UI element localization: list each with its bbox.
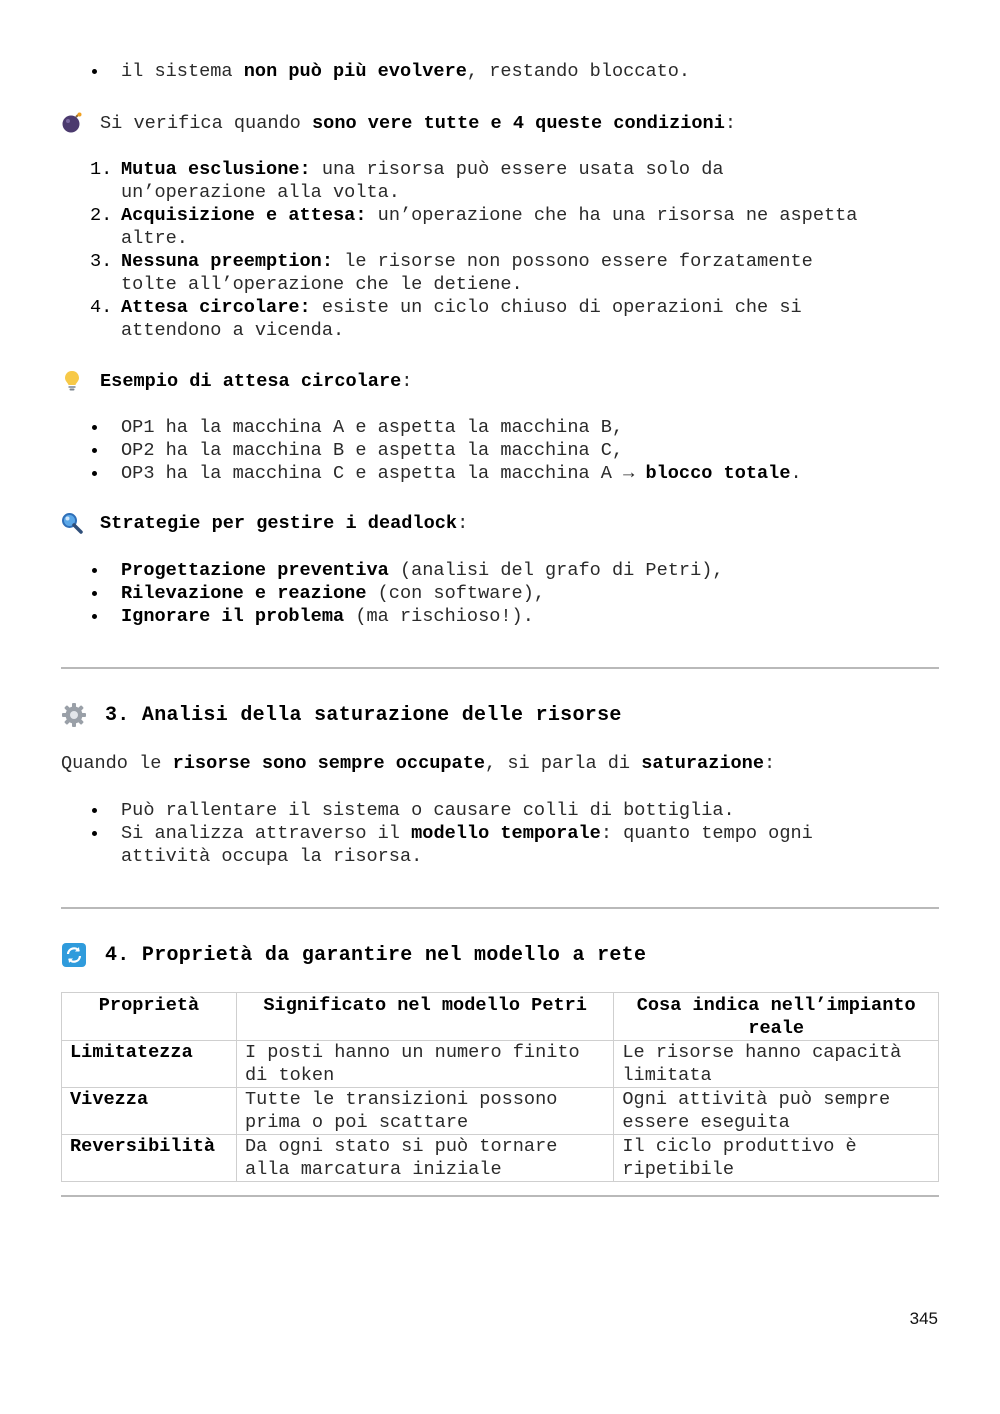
table-row: [62, 1041, 939, 1088]
list-item: OP2 ha la macchina B e aspetta la macchina C,: [61, 439, 939, 462]
list-item: 3. Nessuna preemption: le risorse non possono essere forzatamente tolte all’operazione che le detiene.: [90, 251, 813, 295]
page-number: 345: [909, 1309, 938, 1328]
table-cell: Il ciclo produttivo è ripetibile: [614, 1135, 939, 1182]
list-item: 4. Attesa circolare: esiste un ciclo chiuso di operazioni che si attendono a vicenda.: [90, 297, 802, 341]
conditions-list: [61, 158, 939, 342]
list-item: il sistema non può più evolvere, restando bloccato.: [61, 60, 939, 83]
intro-list: [61, 60, 939, 83]
table-row: [62, 1135, 939, 1182]
section-divider: [61, 907, 939, 909]
saturation-list: [61, 799, 939, 868]
gear-icon: [61, 702, 87, 728]
column-header: Proprietà: [62, 993, 237, 1041]
strategies-list: [61, 559, 939, 628]
table-cell: Limitatezza: [62, 1041, 237, 1088]
list-item: OP1 ha la macchina A e aspetta la macchina B,: [61, 416, 939, 439]
conditions-intro: Si verifica quando sono vere tutte e 4 queste condizioni:: [61, 112, 736, 135]
section-4-heading: 4. Proprietà da garantire nel modello a rete: [61, 942, 646, 968]
table-cell: Vivezza: [62, 1088, 237, 1135]
bomb-icon: [61, 112, 83, 134]
table-cell: Tutte le transizioni possono prima o poi scattare: [236, 1088, 613, 1135]
column-header: Significato nel modello Petri: [236, 993, 613, 1041]
example-list: [61, 416, 939, 485]
table-cell: Da ogni stato si può tornare alla marcatura iniziale: [236, 1135, 613, 1182]
list-item: OP3 ha la macchina C e aspetta la macchina A → blocco totale.: [61, 462, 939, 485]
refresh-icon: [61, 942, 87, 968]
table-cell: Le risorse hanno capacità limitata: [614, 1041, 939, 1088]
properties-table: [61, 992, 939, 1182]
lightbulb-icon: [61, 370, 83, 392]
list-item: Può rallentare il sistema o causare colli di bottiglia.: [61, 799, 939, 822]
list-item: 1. Mutua esclusione: una risorsa può essere usata solo da un’operazione alla volta.: [90, 159, 724, 203]
section-divider: [61, 1195, 939, 1197]
table-cell: Reversibilità: [62, 1135, 237, 1182]
column-header: Cosa indica nell’impianto reale: [614, 993, 939, 1041]
saturation-paragraph: Quando le risorse sono sempre occupate, si parla di saturazione:: [61, 753, 776, 774]
table-cell: Ogni attività può sempre essere eseguita: [614, 1088, 939, 1135]
table-header-row: [62, 993, 939, 1041]
table-row: [62, 1088, 939, 1135]
list-item: Rilevazione e reazione (con software),: [61, 582, 939, 605]
list-item: Ignorare il problema (ma rischioso!).: [61, 605, 939, 628]
strategies-heading: Strategie per gestire i deadlock:: [61, 512, 468, 535]
table-cell: I posti hanno un numero finito di token: [236, 1041, 613, 1088]
list-item: Si analizza attraverso il modello temporale: quanto tempo ogni attività occupa la risorsa.: [61, 822, 939, 868]
example-heading: Esempio di attesa circolare:: [61, 370, 412, 393]
section-3-heading: 3. Analisi della saturazione delle risorse: [61, 702, 622, 728]
list-item: 2. Acquisizione e attesa: un’operazione che ha una risorsa ne aspetta altre.: [90, 205, 858, 249]
section-divider: [61, 667, 939, 669]
magnifier-icon: [61, 512, 83, 534]
list-item: Progettazione preventiva (analisi del grafo di Petri),: [61, 559, 939, 582]
